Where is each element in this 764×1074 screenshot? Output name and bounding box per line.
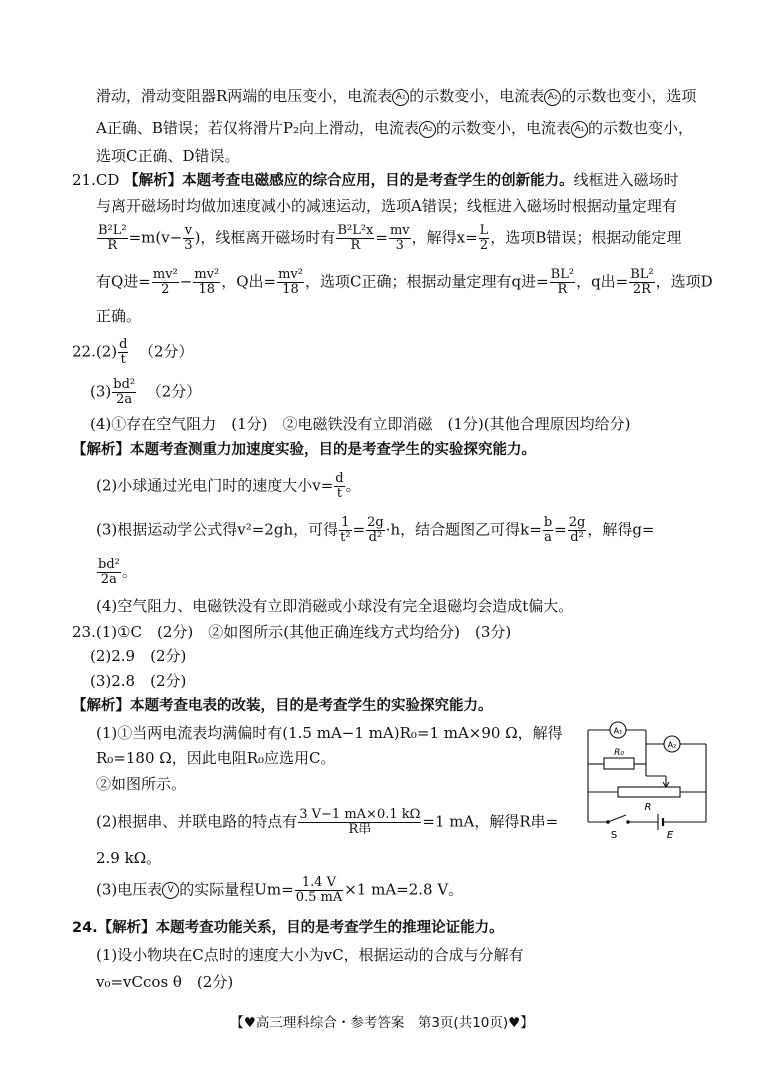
q21-analysis-tag: 【解析】本题考查电磁感应的综合应用，目的是考查学生的创新能力。 <box>124 173 574 189</box>
q24-expl1: (1)设小物块在C点时的速度大小为vC，根据运动的合成与分解有 <box>96 946 524 964</box>
q22-answer4: (4)①存在空气阻力 (1分) ②电磁铁没有立即消磁 (1分)(其他合理原因均给分) <box>90 415 631 433</box>
circuit-s-label: S <box>610 830 618 841</box>
p20-line3: 选项C正确、D错误。 <box>96 147 240 165</box>
q23-expl1: (1)①当两电流表均满偏时有(1.5 mA−1 mA)R₀=1 mA×90 Ω，解得 <box>96 724 563 742</box>
q24-expl2: v₀=vCcos θ (2分) <box>96 973 234 991</box>
q23-expl3: ②如图所示。 <box>96 775 187 793</box>
circuit-diagram <box>578 714 728 846</box>
q23-answer2: (2)2.9 (2分) <box>90 647 187 665</box>
q23-expl6: (3)电压表 V 的实际量程Um= $\frac{1.4 V}{0.5 mA}$ ×1 mA=2.8 V。 <box>96 875 464 905</box>
q22-expl4: (4)空气阻力、电磁铁没有立即消磁或小球没有完全退磁均会造成t偏大。 <box>96 597 574 615</box>
q21-line4: 有Q进= $\frac{\text{mv²}}{2}$ − $\frac{\text{mv²}}{18}$ ，Q出= $\frac{\text{mv²}}{18}$ ，选项C正确；根据动量定理有q进= $\frac{\text{BL²}}{R}$ ，q出= $\frac{\text{BL²}}{2R}$ ，选项D <box>96 267 713 297</box>
q23-analysis-tag: 【解析】本题考查电表的改装，目的是考查学生的实验探究能力。 <box>72 698 493 714</box>
ammeter-a1-icon: A₁ <box>392 89 409 106</box>
q22-expl3: (3)根据运动学公式得v²=2gh，可得 $\frac{1}{\text{t²}}$ = $\frac{2g}{\text{d²}}$ ·h，结合题图乙可得k= $\frac{b}{a}$ = $\frac{2g}{\text{d²}}$ ，解得g= <box>96 515 655 545</box>
circuit-e-label: E <box>666 830 674 841</box>
q22-analysis-tag: 【解析】本题考查测重力加速度实验，目的是考查学生的实验探究能力。 <box>72 442 536 458</box>
q22-expl2: (2)小球通过光电门时的速度大小v= $\frac{d}{t}$ 。 <box>96 471 361 501</box>
q21-line2: 与离开磁场时均做加速度减小的减速运动，选项A错误；线框进入磁场时根据动量定理有 <box>96 197 677 215</box>
heart-icon: 【♥ <box>230 1015 256 1031</box>
q21-line1: 21.CD 【解析】本题考查电磁感应的综合应用，目的是考查学生的创新能力。线框进入磁场时 <box>72 171 679 189</box>
ammeter-a2-icon: A₂ <box>419 121 436 138</box>
q22-expl3-cont: $\frac{\text{bd²}}{2a}$ 。 <box>98 557 137 587</box>
q23-expl2: R₀=180 Ω，因此电阻R₀应选用C。 <box>96 749 336 767</box>
q23-answer3: (3)2.8 (2分) <box>90 672 187 690</box>
q21-line3: $\frac{\text{B²L²}}{R}$ =m(v− $\frac{v}{3}$ )，线框离开磁场时有 $\frac{\text{B²L²x}}{R}$ = $\frac{mv}{3}$ ，解得x= $\frac{L}{2}$ ，选项B错误；根据动能定理 <box>98 223 682 253</box>
q21-line5: 正确。 <box>96 307 142 325</box>
footer-title: 高三理科综合・参考答案 第3页(共10页) <box>255 1015 509 1031</box>
circuit-a1-label: A₁ <box>613 726 623 736</box>
ammeter-a2-icon: A₂ <box>544 89 561 106</box>
q21-number: 21.CD <box>72 171 120 189</box>
q23-expl4: (2)根据串、并联电路的特点有 $\frac{3 V-1 mA\times 0.1 k\Omega}{\text{R串}}$ =1 mA，解得R串= <box>96 807 559 837</box>
q23-answer1: 23.(1)①C (2分) ②如图所示(其他正确连线方式均给分) (3分) <box>72 623 512 641</box>
q24-analysis-tag: 24.【解析】本题考查功能关系，目的是考查学生的推理论证能力。 <box>72 920 504 936</box>
q22-answer2: 22.(2) $\frac{d}{t}$ （2分） <box>72 337 194 367</box>
q23-expl5: 2.9 kΩ。 <box>96 849 162 867</box>
voltmeter-icon: V <box>162 882 179 899</box>
heart-icon: ♥】 <box>508 1015 534 1031</box>
p20-line1: 滑动，滑动变阻器R两端的电压变小，电流表 A₁ 的示数变小，电流表 A₂ 的示数也变小，选项 <box>96 87 697 105</box>
circuit-r-label: R <box>644 802 652 813</box>
circuit-a2-label: A₂ <box>667 740 677 750</box>
page-footer <box>0 1011 764 1031</box>
ammeter-a1-icon: A₁ <box>571 121 588 138</box>
q22-answer3: (3) $\frac{\text{bd²}}{2a}$ （2分） <box>90 377 202 407</box>
circuit-r0-label: R₀ <box>614 748 624 758</box>
p20-line2: A正确、B错误；若仅将滑片P₂向上滑动，电流表 A₂ 的示数变小，电流表 A₁ 的示数也变小， <box>96 119 693 137</box>
